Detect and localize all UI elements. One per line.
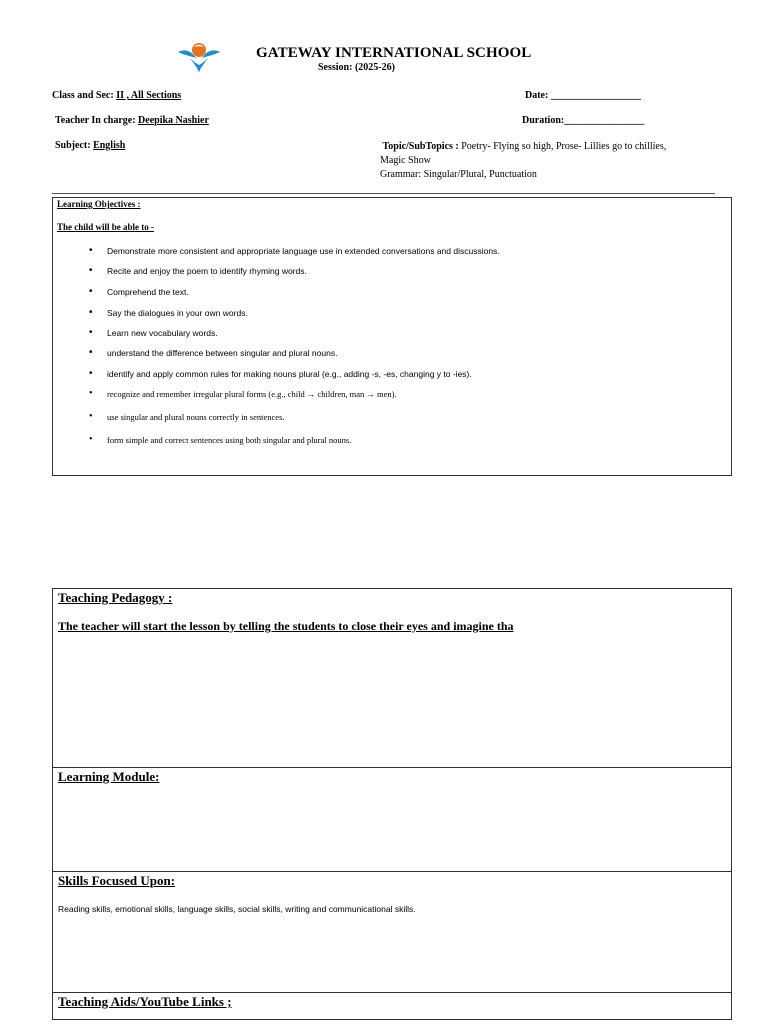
date-value: __________________	[550, 90, 641, 101]
teacher-value: Deepika Nashier	[138, 115, 209, 126]
teaching-aids-heading: Teaching Aids/YouTube Links ;	[58, 994, 232, 1009]
teaching-pedagogy-heading: Teaching Pedagogy :	[58, 590, 173, 605]
objective-item: • recognize and remember irregular plural forms (e.g., child → children, man → men).	[107, 389, 397, 399]
duration-label: Duration:	[522, 115, 565, 126]
objective-item: • use singular and plural nouns correctly in sentences.	[107, 412, 285, 422]
teacher-row	[55, 115, 209, 126]
skills-text: Reading skills, emotional skills, language skills, social skills, writing and communicational skills.	[58, 904, 416, 914]
objective-item: • Recite and enjoy the poem to identify rhyming words.	[107, 266, 307, 276]
teaching-pedagogy-text: The teacher will start the lesson by telling the students to close their eyes and imagine tha	[58, 619, 514, 633]
subject-value: English	[93, 140, 126, 151]
topic-line-3: Grammar: Singular/Plural, Punctuation	[380, 169, 537, 180]
date-row	[525, 90, 641, 101]
learning-module-section	[52, 767, 732, 872]
learning-objectives-heading: Learning Objectives :	[57, 199, 141, 209]
objective-item: • understand the difference between singular and plural nouns.	[107, 348, 337, 358]
objective-item: • Learn new vocabulary words.	[107, 328, 218, 338]
date-label: Date:	[525, 90, 549, 101]
objective-item: • identify and apply common rules for making nouns plural (e.g., adding -s, -es, changing y to -ies).	[107, 369, 472, 379]
skills-section	[52, 871, 732, 993]
teaching-aids-section	[52, 992, 732, 1020]
topic-line-2: Magic Show	[380, 155, 431, 166]
subject-row	[55, 140, 125, 151]
learning-objectives-box	[52, 197, 732, 476]
learning-module-heading: Learning Module:	[58, 769, 160, 784]
topic-text-1: Poetry- Flying so high, Prose- Lillies go to chillies,	[461, 141, 667, 152]
teaching-pedagogy-section	[52, 588, 732, 768]
teacher-label: Teacher In charge:	[55, 115, 136, 126]
objective-item: • Say the dialogues in your own words.	[107, 308, 248, 318]
session-label: Session: (2025-26)	[318, 62, 395, 73]
class-label: Class and Sec:	[52, 90, 114, 101]
header-divider	[52, 193, 715, 194]
duration-row	[522, 115, 644, 126]
subject-label: Subject:	[55, 140, 91, 151]
topic-line-1	[380, 140, 720, 154]
topic-label: Topic/SubTopics :	[382, 141, 459, 152]
duration-value: ________________	[564, 115, 645, 126]
objective-item: • Demonstrate more consistent and appropriate language use in extended conversations and discussions.	[107, 246, 500, 256]
school-logo	[176, 38, 222, 74]
objective-item: • form simple and correct sentences using both singular and plural nouns.	[107, 435, 351, 445]
skills-heading: Skills Focused Upon:	[58, 873, 176, 888]
class-row	[52, 90, 181, 101]
class-value: II , All Sections	[116, 90, 182, 101]
school-name: GATEWAY INTERNATIONAL SCHOOL	[256, 45, 532, 61]
objective-item: • Comprehend the text.	[107, 287, 189, 297]
topic-block	[380, 140, 720, 182]
learning-objectives-subheading: The child will be able to -	[57, 222, 155, 232]
